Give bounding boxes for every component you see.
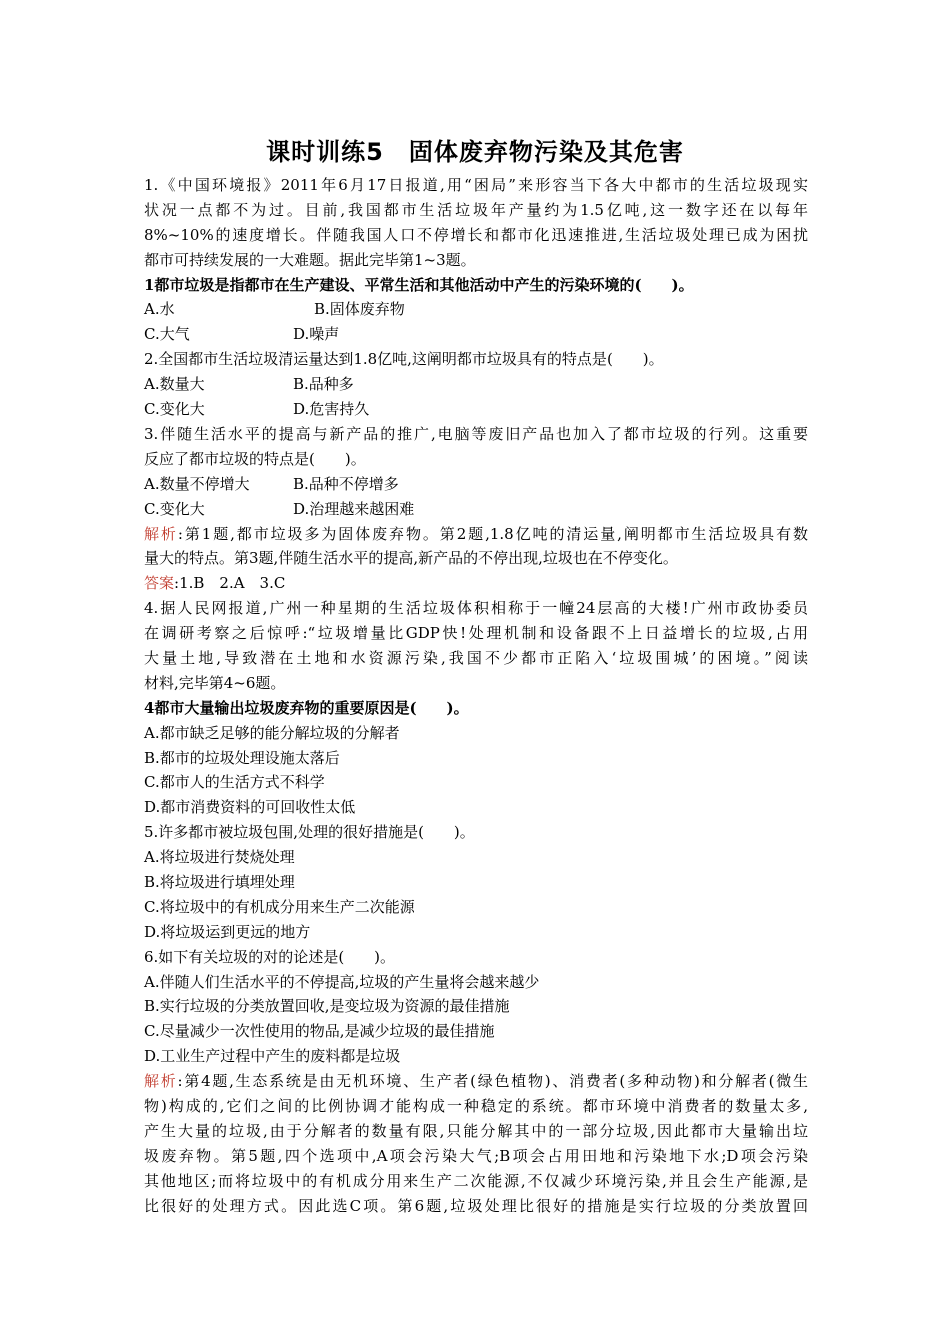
option: B.固体废弃物 (314, 300, 405, 319)
analysis-2 (144, 1069, 808, 1094)
text-line: 圾废弃物。第5题,四个选项中,A项会污染大气;B项会占用田地和污染地下水;D项会污染 (144, 1146, 808, 1165)
option: B.将垃圾进行填埋处理 (144, 873, 295, 892)
text-line: 反应了都市垃圾的特点是( )。 (144, 449, 366, 468)
text-line: 大量土地,导致潜在土地和水资源污染,我国不少都市正陷入‘垃圾围城’的困境。”阅读 (144, 649, 808, 668)
page-title: 课时训练5 固体废弃物污染及其危害 (266, 138, 684, 166)
option: D.危害持久 (293, 400, 370, 419)
q3-options-row-1 (144, 472, 808, 497)
option: A.数量大 (144, 375, 205, 394)
analysis-text: :第4题,生态系统是由无机环境、生产者(绿色植物)、消费者(多种动物)和分解者(微生 (177, 1072, 808, 1091)
option: A.将垃圾进行焚烧处理 (144, 848, 295, 867)
text-line: 都市可持续发展的一大难题。据此完毕第1~3题。 (144, 250, 476, 269)
text-line: 产生大量的垃圾,由于分解者的数量有限,只能分解其中的一部分垃圾,因此都市大量输出垃 (144, 1121, 808, 1140)
option: D.工业生产过程中产生的废料都是垃圾 (144, 1047, 401, 1066)
option: C.变化大 (144, 499, 205, 518)
option: C.都市人的生活方式不科学 (144, 773, 325, 792)
text-line: 量大的特点。第3题,伴随生活水平的提高,新产品的不停出现,垃圾也在不停变化。 (144, 549, 678, 568)
analysis-label: 解析 (144, 1072, 178, 1091)
analysis-text: :第1题,都市垃圾多为固体废弃物。第2题,1.8亿吨的清运量,阐明都市生活垃圾具有数 (177, 524, 808, 543)
text-line: 4.据人民网报道,广州一种星期的生活垃圾体积相称于一幢24层高的大楼!广州市政协委员 (144, 599, 808, 618)
analysis-label: 解析 (144, 524, 178, 543)
text-line: 8%~10%的速度增长。伴随我国人口不停增长和都市化迅速推进,生活垃圾处理已成为困扰 (144, 225, 808, 244)
option: C.将垃圾中的有机成分用来生产二次能源 (144, 897, 415, 916)
option: A.都市缺乏足够的能分解垃圾的分解者 (144, 723, 400, 742)
text-line: 比很好的处理方式。因此选C项。第6题,垃圾处理比很好的措施是实行垃圾的分类放置回 (144, 1196, 808, 1215)
question-5: 5.许多都市被垃圾包围,处理的很好措施是( )。 (144, 823, 475, 842)
answer-label: 答案 (144, 574, 175, 593)
option: D.噪声 (293, 325, 340, 344)
text-line: 状况一点都不为过。目前,我国都市生活垃圾年产量约为1.5亿吨,这一数字还在以每年 (144, 200, 808, 219)
question-6: 6.如下有关垃圾的对的论述是( )。 (144, 947, 396, 966)
option: D.治理越来越困难 (293, 499, 415, 518)
q3-options-row-2 (144, 497, 808, 522)
text-line: 1.《中国环境报》2011年6月17日报道,用“困局”来形容当下各大中都市的生活垃圾现实 (144, 176, 808, 194)
option: C.大气 (144, 325, 190, 344)
option: D.都市消费资料的可回收性太低 (144, 798, 356, 817)
question-2: 2.全国都市生活垃圾清运量达到1.8亿吨,这阐明都市垃圾具有的特点是( )。 (144, 350, 664, 369)
q2-options-row-2 (144, 397, 808, 422)
text-line: 材料,完毕第4~6题。 (144, 673, 286, 692)
option: B.实行垃圾的分类放置回收,是变垃圾为资源的最佳措施 (144, 997, 510, 1016)
answer-text: :1.B 2.A 3.C (174, 574, 286, 593)
answer-1 (144, 571, 808, 596)
option: C.变化大 (144, 400, 205, 419)
question-1: 1都市垃圾是指都市在生产建设、平常生活和其他活动中产生的污染环境的( )。 (144, 275, 694, 294)
q1-options-row-1 (144, 297, 808, 322)
text-line: 在调研考察之后惊呼:“垃圾增量比GDP快!处理机制和设备跟不上日益增长的垃圾,占用 (144, 624, 808, 643)
option: A.水 (144, 300, 175, 319)
text-line: 其他地区;而将垃圾中的有机成分用来生产二次能源,不仅减少环境污染,并且会生产能源,是 (144, 1171, 808, 1190)
text-line: 物)构成的,它们之间的比例协调才能构成一种稳定的系统。都市环境中消费者的数量太多, (144, 1097, 808, 1116)
q1-options-row-2 (144, 322, 808, 347)
option: A.伴随人们生活水平的不停提高,垃圾的产生量将会越来越少 (144, 972, 540, 991)
option: C.尽量减少一次性使用的物品,是减少垃圾的最佳措施 (144, 1022, 495, 1041)
question-4: 4都市大量输出垃圾废弃物的重要原因是( )。 (144, 698, 469, 717)
option: B.都市的垃圾处理设施太落后 (144, 748, 340, 767)
option: B.品种多 (293, 375, 354, 394)
option: A.数量不停增大 (144, 474, 250, 493)
question-3: 3.伴随生活水平的提高与新产品的推广,电脑等废旧产品也加入了都市垃圾的行列。这重要 (144, 424, 808, 443)
option: B.品种不停增多 (293, 474, 399, 493)
document-body (144, 173, 808, 1219)
option: D.将垃圾运到更远的地方 (144, 922, 311, 941)
q2-options-row-1 (144, 372, 808, 397)
analysis-1 (144, 522, 808, 547)
